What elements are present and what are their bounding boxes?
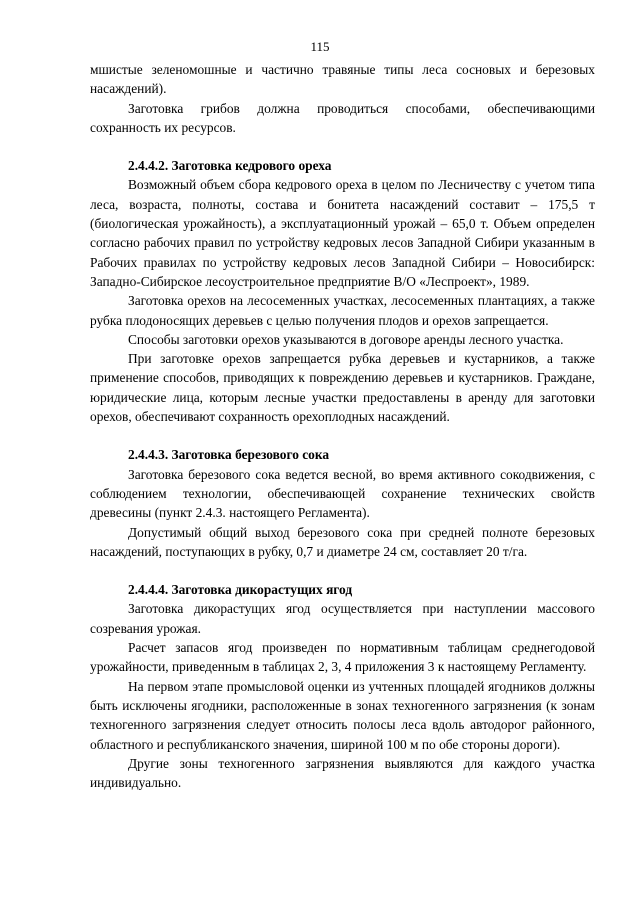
section-gap xyxy=(90,426,595,445)
paragraph-cedar-methods: Способы заготовки орехов указываются в договоре аренды лесного участка. xyxy=(128,331,564,347)
paragraph-mushroom-harvest: Заготовка грибов должна проводиться способами, обеспечивающими сохранность их ресурсов. xyxy=(90,100,595,135)
paragraph-cedar-volume: Возможный объем сбора кедрового ореха в целом по Лесничеству с учетом типа леса, возраста, полноты, состава и бонитета насаждений составит – 175,5 т (биологическая урожайность), а эксплуатационный урожай – 65,0 т. Объем определен согласно рабочих правил по устройству кедровых лесов Западной Сибири указанным в Рабочих правилах по устройству кедровых лесов Западной Сибири – Новосибирск: Западно-Сибирское лесоустроительное предприятие В/О «Леспроект», 1989. xyxy=(90,177,595,289)
section-gap xyxy=(90,137,595,156)
paragraph-berries-calculation: Расчет запасов ягод произведен по нормативным таблицам среднегодовой урожайности, приведенным в таблицах 2, 3, 4 приложения 3 к настоящему Регламенту. xyxy=(90,640,595,675)
page-content xyxy=(90,60,595,792)
paragraph-berries-other-zones: Другие зоны техногенного загрязнения выявляются для каждого участка индивидуально. xyxy=(90,755,595,791)
section-gap xyxy=(90,561,595,580)
paragraph-berries-pollution: На первом этапе промысловой оценки из учтенных площадей ягодников должны быть исключены ягодники, расположенные в зонах техногенного загрязнения (к зонам техногенного загрязнения следует относить полосы леса вдоль автодорог районного, областного и республиканского значения, шириной 100 м по обе стороны дороги). xyxy=(90,678,595,752)
paragraph-berries-ripening: Заготовка дикорастущих ягод осуществляется при наступлении массового созревания урожая. xyxy=(90,601,595,636)
paragraph-cedar-restrictions: При заготовке орехов запрещается рубка деревьев и кустарников, а также применение способов, приводящих к повреждению деревьев и кустарников. Граждане, юридические лица, которым лесные участки предоставлены в аренду для заготовки орехов, обеспечивают сохранность орехоплодных насаждений. xyxy=(90,351,595,425)
heading-wild-berries: 2.4.4.4. Заготовка дикорастущих ягод xyxy=(128,582,353,598)
page-number: 115 xyxy=(310,39,330,54)
heading-birch-sap: 2.4.4.3. Заготовка березового сока xyxy=(128,447,330,463)
paragraph-cedar-prohibition: Заготовка орехов на лесосеменных участках, лесосеменных плантациях, а также рубка плодоносящих деревьев с целью получения плодов и орехов запрещается. xyxy=(90,293,595,328)
paragraph-birch-sap-season: Заготовка березового сока ведется весной, во время активного сокодвижения, с соблюдением технологии, обеспечивающей сохранение технических свойств древесины (пункт 2.4.3. настоящего Регламента). xyxy=(90,466,595,521)
heading-cedar-nut: 2.4.4.2. Заготовка кедрового ореха xyxy=(128,158,332,174)
paragraph-birch-sap-yield: Допустимый общий выход березового сока при средней полноте березовых насаждений, поступающих в рубку, 0,7 и диаметре 24 см, составляет 20 т/га. xyxy=(90,524,595,559)
paragraph-forest-types: мшистые зеленомошные и частично травяные типы леса сосновых и березовых насаждений). xyxy=(90,62,595,97)
